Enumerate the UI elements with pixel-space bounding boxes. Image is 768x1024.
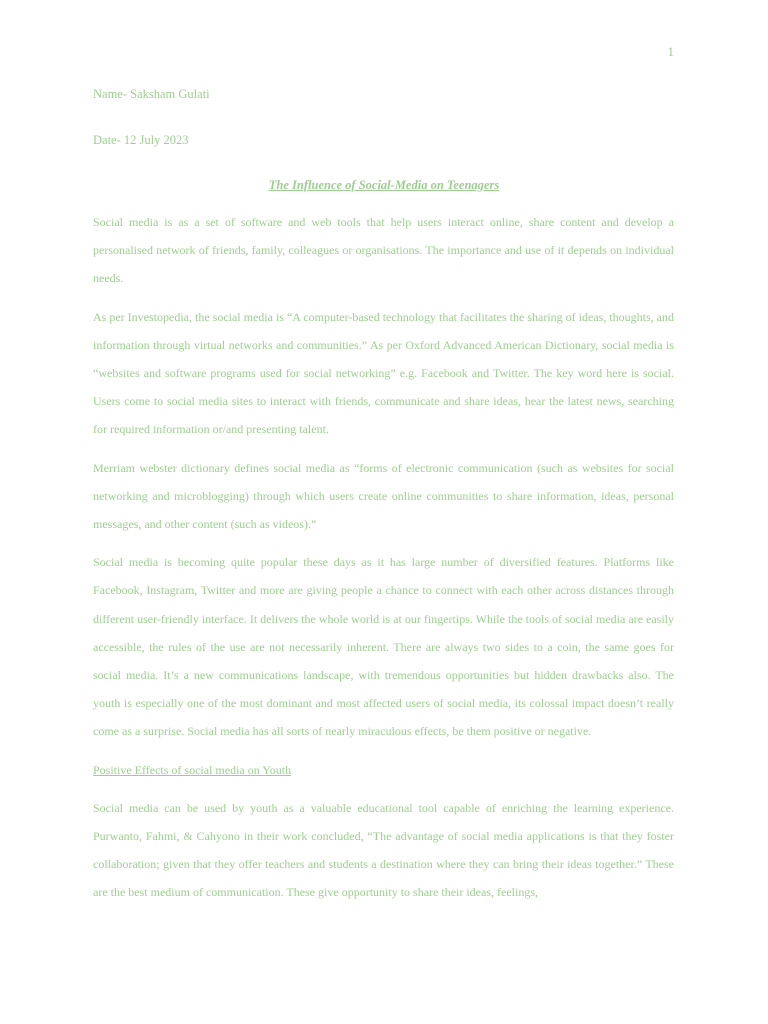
document-date: Date- 12 July 2023: [93, 133, 189, 147]
author-name: Name- Saksham Gulati: [93, 87, 210, 101]
paragraph-merriam-webster: Merriam webster dictionary defines social media as “forms of electronic communication (such as websites for social networking and microblogging) through which users create online communities to share information, ideas, personal messages, and other content (such as videos).”: [93, 460, 674, 532]
paragraph-popularity: Social media is becoming quite popular these days as it has large number of diversified features. Platforms like Facebook, Instagram, Twitter and more are giving people a chance to connect with each other across distances through different user-friendly interface. It delivers the whole world is at our fingertips. While the tools of social media are easily accessible, the rules of the use are not necessarily inherent. There are always two sides to a coin, the same goes for social media. It’s a new communications landscape, with tremendous opportunities but hidden drawbacks also. The youth is especially one of the most dominant and most affected users of social media, its colossal impact doesn’t really come as a surprise. Social media has all sorts of nearly miraculous effects, be them positive or negative.: [93, 555, 674, 739]
page-number: 1: [667, 44, 674, 59]
paragraph-intro: Social media is as a set of software and web tools that help users interact online, share content and develop a personalised network of friends, family, colleagues or organisations. The importance and use of it depends on individual needs.: [93, 215, 674, 286]
paragraph-investopedia: As per Investopedia, the social media is “A computer-based technology that facilitates the sharing of ideas, thoughts, and information through virtual networks and communities.” As per Oxford Advanced American Dictionary, social media is “websites and software programs used for social networking” e.g. Facebook and Twitter. The key word here is social. Users come to social media sites to interact with friends, communicate and share ideas, hear the latest news, searching for required information or/and presenting talent.: [93, 309, 674, 437]
paragraph-positive-effects: Social media can be used by youth as a valuable educational tool capable of enriching the learning experience. Purwanto, Fahmi, & Cahyono in their work concluded, “The advantage of social media applications is that they foster collaboration; given that they offer teachers and students a destination where they can bring their ideas together.” These are the best medium of communication. These give opportunity to share their ideas, feelings,: [93, 800, 674, 900]
section-heading-positive-effects: Positive Effects of social media on Youth: [93, 762, 292, 777]
document-body: [93, 208, 674, 917]
document-title: The Influence of Social-Media on Teenagers: [268, 178, 500, 192]
